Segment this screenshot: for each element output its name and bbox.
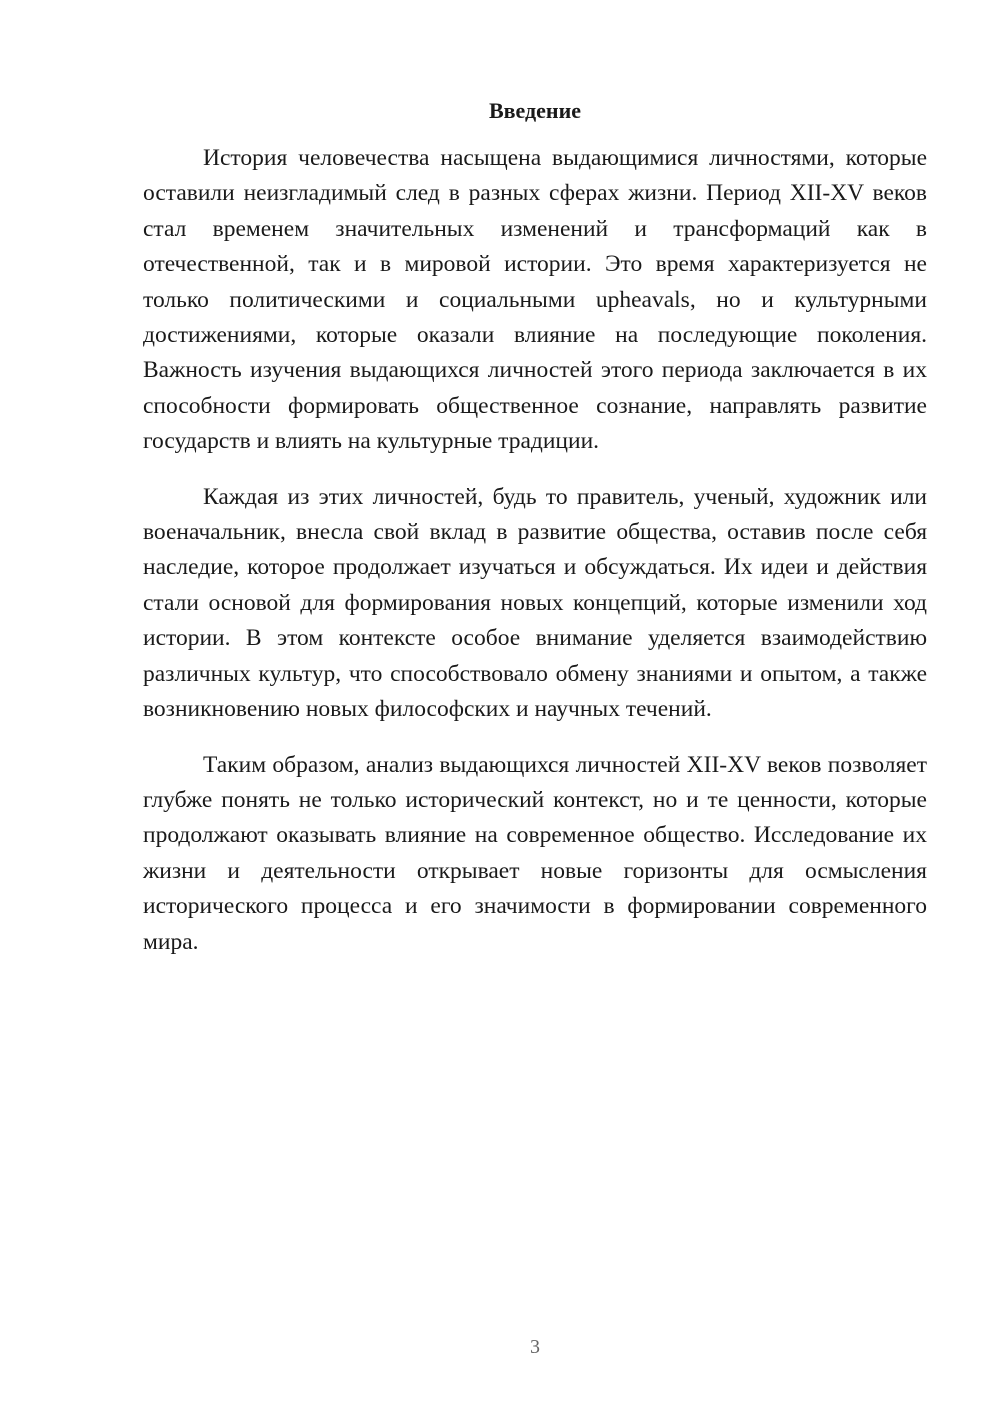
section-title: Введение	[488, 98, 582, 123]
paragraph-1: История человечества насыщена выдающимися личностями, которые оставили неизгладимый след в разных сферах жизни. Период XII-XV веков стал временем значительных изменений и трансформаций как в отечественной, так и в мировой истории. Это время характеризуется не только политическими и социальными upheavals, но и культурными достижениями, которые оказали влияние на последующие поколения. Важность изучения выдающихся личностей этого периода заключается в их способности формировать общественное сознание, направлять развитие государств и влиять на культурные традиции.	[143, 145, 927, 455]
document-body	[143, 141, 927, 960]
paragraph-2: Каждая из этих личностей, будь то правитель, ученый, художник или военачальник, внесла свой вклад в развитие общества, оставив после себя наследие, которое продолжает изучаться и обсуждаться. Их идеи и действия стали основой для формирования новых концепций, которые изменили ход истории. В этом контексте особое внимание уделяется взаимодействию различных культур, что способствовало обмену знаниями и опытом, а также возникновению новых философских и научных течений.	[143, 483, 927, 723]
paragraph-3: Таким образом, анализ выдающихся личностей XII-XV веков позволяет глубже понять не только исторический контекст, но и те ценности, которые продолжают оказывать влияние на современное общество. Исследование их жизни и деятельности открывает новые горизонты для осмысления исторического процесса и его значимости в формировании современного мира.	[143, 751, 927, 955]
page-number: 3	[530, 1336, 540, 1358]
